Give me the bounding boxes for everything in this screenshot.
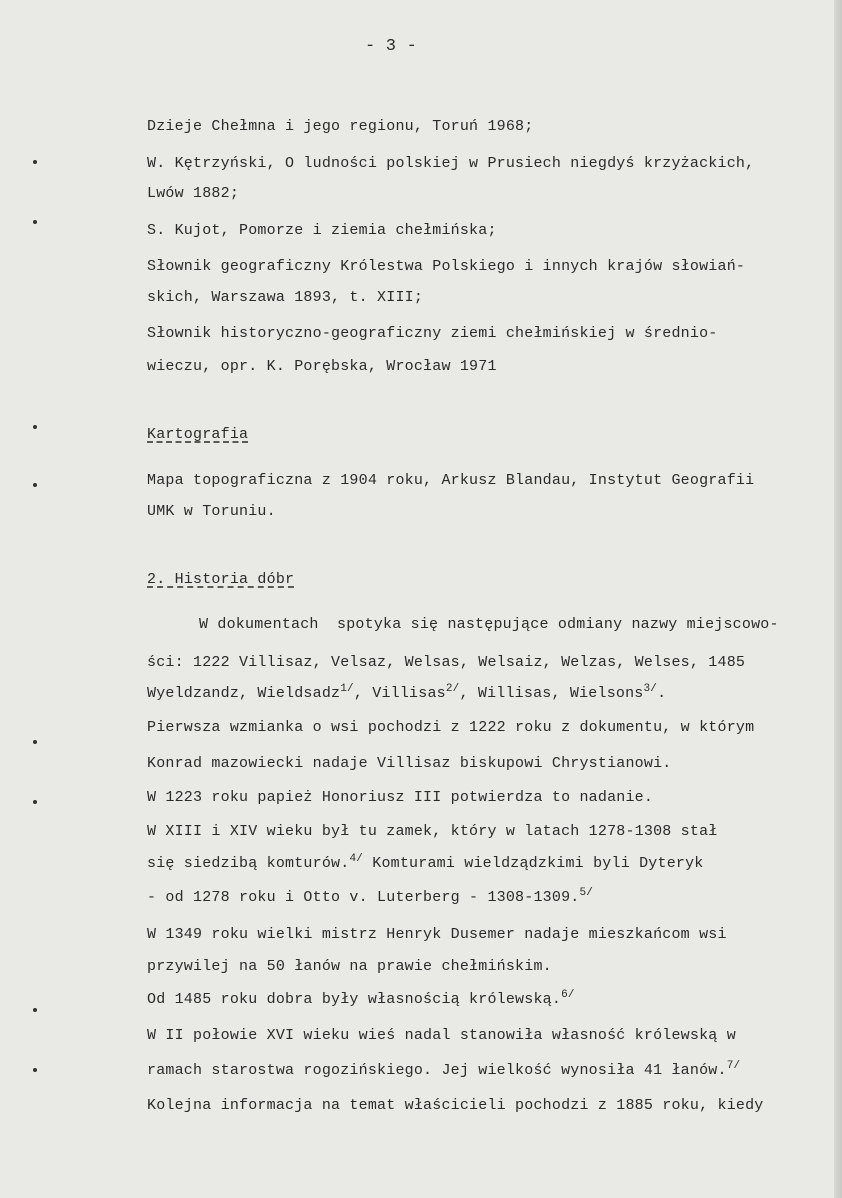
body-line: W dokumentach spotyka się następujące odmiany nazwy miejscowo- — [199, 616, 779, 633]
body-line: W II połowie XVI wieku wieś nadal stanowiła własność królewską w — [147, 1027, 736, 1044]
section-heading-historia: 2. Historia dóbr — [147, 571, 295, 588]
body-line: Od 1485 roku dobra były własnością królewską.$^{6/}$ — [147, 989, 575, 1008]
section-heading-kartografia: Kartografia — [147, 426, 249, 443]
margin-dot — [33, 160, 37, 164]
footnote-ref: 1/ — [340, 683, 354, 695]
margin-dot — [33, 800, 37, 804]
footnote-ref: 7/ — [726, 1060, 741, 1072]
body-line: W XIII i XIV wieku był tu zamek, który w latach 1278-1308 stał — [147, 823, 718, 840]
margin-dot — [33, 1008, 37, 1012]
body-line: przywilej na 50 łanów na prawie chełmińskim. — [147, 958, 552, 975]
footnote-ref: 4/ — [349, 853, 364, 865]
margin-dot — [33, 425, 37, 429]
footnote-ref: 3/ — [643, 683, 658, 695]
margin-dot — [33, 483, 37, 487]
bibliography-line: Dzieje Chełmna i jego regionu, Toruń 1968; — [147, 118, 534, 135]
kartografia-line: Mapa topograficzna z 1904 roku, Arkusz Blandau, Instytut Geografii — [147, 472, 755, 489]
kartografia-line: UMK w Toruniu. — [147, 503, 276, 520]
bibliography-line: S. Kujot, Pomorze i ziemia chełmińska; — [147, 222, 497, 239]
page-edge — [834, 0, 842, 1198]
footnote-ref: 5/ — [579, 887, 594, 899]
body-line: W 1349 roku wielki mistrz Henryk Dusemer nadaje mieszkańcom wsi — [147, 926, 727, 943]
body-line: ści: 1222 Villisaz, Velsaz, Welsas, Welsaiz, Welzas, Welses, 1485 — [147, 654, 746, 671]
margin-dot — [33, 740, 37, 744]
footnote-ref: 2/ — [445, 683, 460, 695]
margin-dot — [33, 220, 37, 224]
body-line: się siedzibą komturów.$^{4/}$ Komturami wieldządzkimi byli Dyteryk — [147, 853, 704, 872]
margin-dot — [33, 1068, 37, 1072]
body-line: W 1223 roku papież Honoriusz III potwierdza to nadanie. — [147, 789, 654, 806]
body-line: - od 1278 roku i Otto v. Luterberg - 1308-1309.$^{5/}$ — [147, 887, 594, 906]
bibliography-line: skich, Warszawa 1893, t. XIII; — [147, 289, 424, 306]
body-line: Wyeldzandz, Wieldsadz$^{1/}$, Villisas$^{2/}$, Willisas, Wielsons$^{3/}$. — [147, 683, 667, 702]
bibliography-line: W. Kętrzyński, O ludności polskiej w Prusiech niegdyś krzyżackich, — [147, 155, 755, 172]
body-line: Kolejna informacja na temat właścicieli pochodzi z 1885 roku, kiedy — [147, 1097, 764, 1114]
page-number: - 3 - — [365, 37, 418, 56]
bibliography-line: Słownik geograficzny Królestwa Polskiego i innych krajów słowiań- — [147, 258, 746, 275]
body-line: Konrad mazowiecki nadaje Villisaz biskupowi Chrystianowi. — [147, 755, 672, 772]
bibliography-line: Lwów 1882; — [147, 185, 240, 202]
bibliography-line: wieczu, opr. K. Porębska, Wrocław 1971 — [147, 358, 497, 375]
body-line: ramach starostwa rogozińskiego. Jej wielkość wynosiła 41 łanów.$^{7/}$ — [147, 1060, 741, 1079]
bibliography-line: Słownik historyczno-geograficzny ziemi chełmińskiej w średnio- — [147, 325, 718, 342]
body-line: Pierwsza wzmianka o wsi pochodzi z 1222 roku z dokumentu, w którym — [147, 719, 755, 736]
footnote-ref: 6/ — [561, 989, 575, 1001]
